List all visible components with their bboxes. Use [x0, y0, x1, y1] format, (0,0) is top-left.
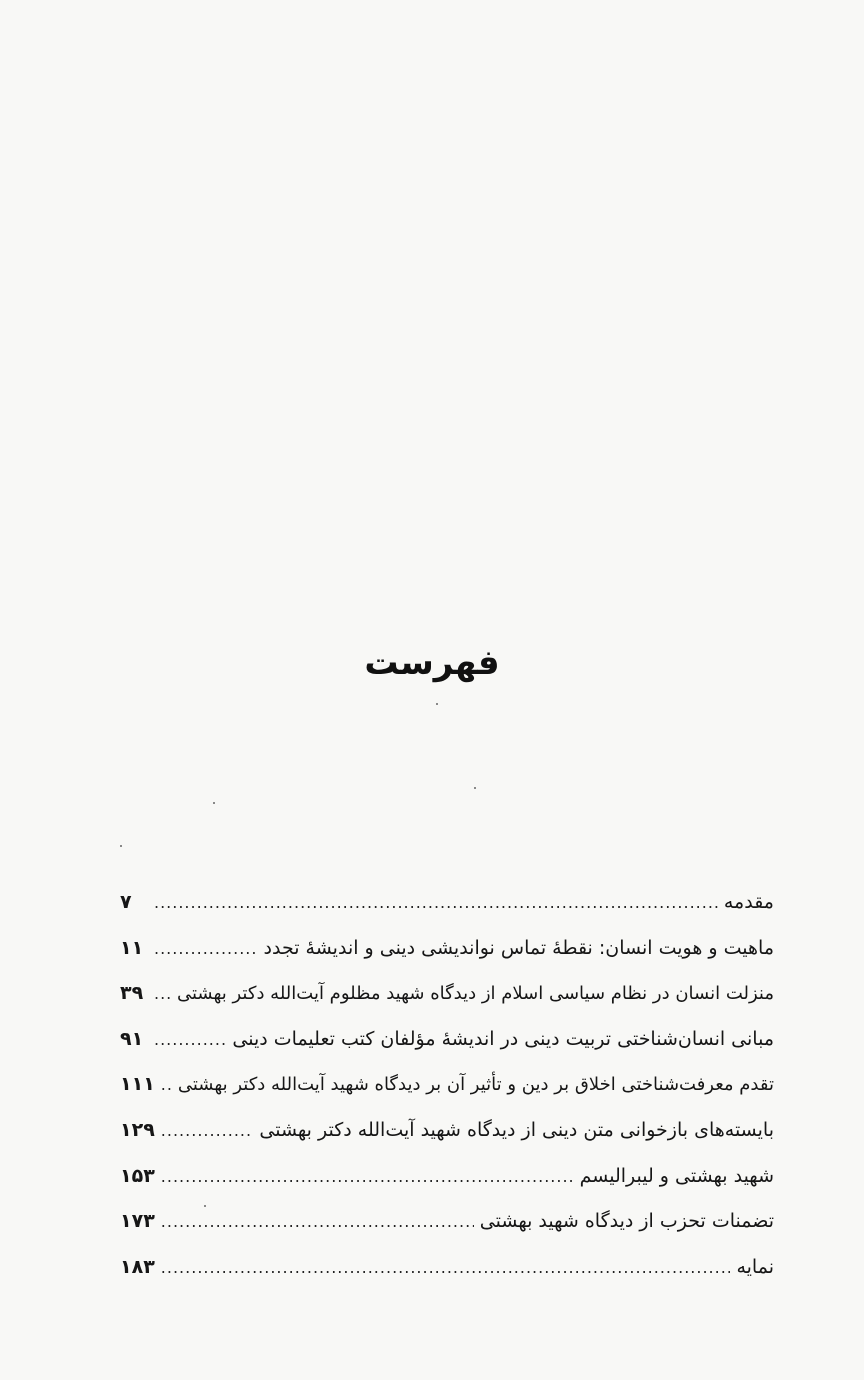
toc-leader-dots	[161, 1245, 731, 1291]
toc-entry-page: ۹۱	[120, 1027, 144, 1050]
toc-entry-page: ۷	[120, 891, 132, 913]
toc-entry	[120, 926, 774, 972]
toc-leader-dots	[154, 926, 258, 972]
toc-entry	[120, 1245, 774, 1291]
toc-entry	[120, 1017, 774, 1063]
toc-entry	[120, 1062, 774, 1108]
toc-entry-page: ۱۷۳	[120, 1210, 155, 1233]
toc-entry-page: ۱۸۳	[120, 1255, 155, 1278]
page-title: فهرست	[364, 643, 500, 683]
toc-entry-page: ۱۱	[120, 936, 144, 959]
toc-entry-page: ۱۲۹	[120, 1118, 155, 1141]
toc-entry	[120, 1108, 774, 1154]
toc-leader-dots	[161, 1154, 574, 1200]
toc-entry-page: ۳۹	[120, 982, 144, 1005]
toc-entry-page: ۱۱۱	[120, 1073, 155, 1096]
paper-speck	[436, 703, 438, 705]
toc-entry-title: مبانی انسان‌شناختی تربیت دینی در اندیشۀ مؤلفان کتب تعلیمات دینی	[232, 1027, 774, 1050]
toc-entry-title: تضمنات تحزب از دیدگاه شهید بهشتی	[479, 1210, 774, 1233]
toc-entry	[120, 880, 774, 926]
paper-speck	[120, 845, 122, 847]
toc-entry-page: ۱۵۳	[120, 1164, 155, 1187]
paper-speck	[474, 787, 476, 789]
toc-leader-dots	[161, 1199, 474, 1245]
paper-speck	[204, 1205, 206, 1207]
toc-leader-dots	[161, 1108, 254, 1154]
toc-entry-title: بایسته‌های بازخوانی متن دینی از دیدگاه شهید آیت‌الله دکتر بهشتی	[259, 1118, 774, 1141]
toc-entry	[120, 1154, 774, 1200]
toc-entry-title: نمایه	[736, 1255, 774, 1278]
toc-entry	[120, 1199, 774, 1245]
paper-speck	[213, 802, 215, 804]
toc-entry-title: منزلت انسان در نظام سیاسی اسلام از دیدگاه شهید مظلوم آیت‌الله دکتر بهشتی	[176, 983, 774, 1005]
toc-entry-title: ماهیت و هویت انسان: نقطۀ تماس نواندیشی دینی و اندیشۀ تجدد	[263, 936, 774, 959]
table-of-contents	[120, 880, 774, 1290]
toc-leader-dots	[154, 880, 718, 926]
toc-leader-dots	[154, 971, 171, 1017]
toc-leader-dots	[154, 1017, 226, 1063]
toc-entry-title: مقدمه	[723, 891, 774, 913]
toc-entry	[120, 971, 774, 1017]
toc-leader-dots	[161, 1062, 172, 1108]
toc-entry-title: تقدم معرفت‌شناختی اخلاق بر دین و تأثیر آن بر دیدگاه شهید آیت‌الله دکتر بهشتی	[177, 1074, 774, 1096]
toc-entry-title: شهید بهشتی و لیبرالیسم	[579, 1164, 774, 1187]
